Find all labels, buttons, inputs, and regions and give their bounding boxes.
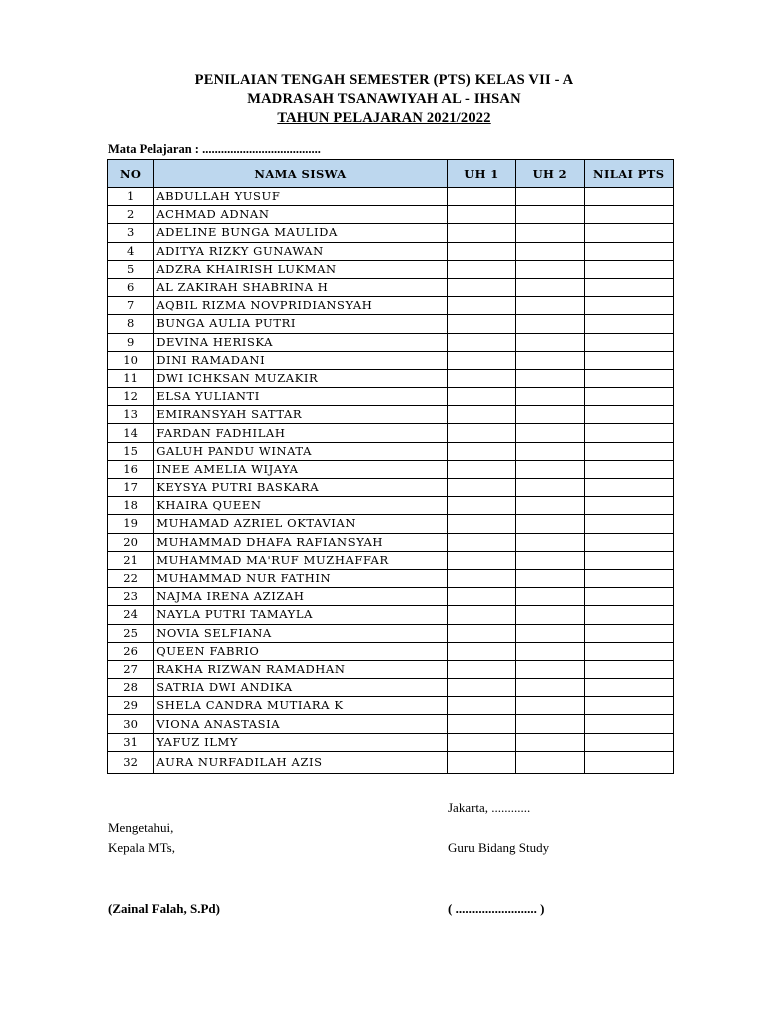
nilai-pts-cell (584, 333, 674, 351)
uh2-score-cell (516, 260, 584, 278)
nilai-pts-cell (584, 479, 674, 497)
uh1-score-cell (447, 624, 515, 642)
table-row (108, 424, 674, 442)
nilai-pts-cell (584, 751, 674, 773)
uh2-score-cell (516, 351, 584, 369)
table-row (108, 442, 674, 460)
subject-value: ...................................... (202, 142, 321, 156)
uh2-score-cell (516, 388, 584, 406)
nilai-pts-cell (584, 297, 674, 315)
uh1-score-cell (447, 715, 515, 733)
student-number-cell: 18 (108, 497, 154, 515)
uh1-score-cell (447, 315, 515, 333)
student-number-cell: 31 (108, 733, 154, 751)
student-name-cell: MUHAMAD AZRIEL OKTAVIAN (154, 515, 448, 533)
student-name-cell: EMIRANSYAH SATTAR (154, 406, 448, 424)
document-title: PENILAIAN TENGAH SEMESTER (PTS) KELAS VII - A (194, 72, 574, 88)
student-name-cell: QUEEN FABRIO (154, 642, 448, 660)
table-row (108, 188, 674, 206)
table-row (108, 588, 674, 606)
student-name-cell: AURA NURFADILAH AZIS (154, 751, 448, 773)
uh2-score-cell (516, 224, 584, 242)
column-header-uh1: UH 1 (447, 160, 515, 188)
student-number-cell: 3 (108, 224, 154, 242)
table-row (108, 679, 674, 697)
student-name-cell: GALUH PANDU WINATA (154, 442, 448, 460)
student-number-cell: 15 (108, 442, 154, 460)
nilai-pts-cell (584, 188, 674, 206)
student-name-cell: BUNGA AULIA PUTRI (154, 315, 448, 333)
uh2-score-cell (516, 606, 584, 624)
student-number-cell: 8 (108, 315, 154, 333)
student-name-cell: ABDULLAH YUSUF (154, 188, 448, 206)
nilai-pts-cell (584, 660, 674, 678)
uh2-score-cell (516, 333, 584, 351)
table-row (108, 715, 674, 733)
uh1-score-cell (447, 697, 515, 715)
school-name: MADRASAH TSANAWIYAH AL - IHSAN (247, 91, 521, 107)
uh2-score-cell (516, 479, 584, 497)
table-row (108, 497, 674, 515)
student-name-cell: ACHMAD ADNAN (154, 206, 448, 224)
uh1-score-cell (447, 533, 515, 551)
uh1-score-cell (447, 388, 515, 406)
uh2-score-cell (516, 551, 584, 569)
uh2-score-cell (516, 297, 584, 315)
student-name-cell: MUHAMMAD DHAFA RAFIANSYAH (154, 533, 448, 551)
table-row (108, 479, 674, 497)
table-row (108, 224, 674, 242)
uh2-score-cell (516, 424, 584, 442)
nilai-pts-cell (584, 278, 674, 296)
nilai-pts-cell (584, 551, 674, 569)
student-name-cell: MUHAMMAD NUR FATHIN (154, 569, 448, 587)
table-row (108, 697, 674, 715)
acknowledged-label: Mengetahui, (108, 820, 174, 835)
student-name-cell: RAKHA RIZWAN RAMADHAN (154, 660, 448, 678)
table-row (108, 206, 674, 224)
uh2-score-cell (516, 406, 584, 424)
student-number-cell: 28 (108, 679, 154, 697)
nilai-pts-cell (584, 624, 674, 642)
uh2-score-cell (516, 642, 584, 660)
student-number-cell: 12 (108, 388, 154, 406)
table-row (108, 260, 674, 278)
teacher-name: ( ......................... ) (448, 901, 545, 916)
uh2-score-cell (516, 733, 584, 751)
student-number-cell: 4 (108, 242, 154, 260)
student-number-cell: 6 (108, 278, 154, 296)
student-number-cell: 27 (108, 660, 154, 678)
nilai-pts-cell (584, 533, 674, 551)
student-number-cell: 9 (108, 333, 154, 351)
uh1-score-cell (447, 424, 515, 442)
table-row (108, 297, 674, 315)
uh1-score-cell (447, 588, 515, 606)
student-name-cell: KHAIRA QUEEN (154, 497, 448, 515)
student-name-cell: DWI ICHKSAN MUZAKIR (154, 369, 448, 387)
student-name-cell: YAFUZ ILMY (154, 733, 448, 751)
nilai-pts-cell (584, 606, 674, 624)
uh1-score-cell (447, 260, 515, 278)
uh1-score-cell (447, 333, 515, 351)
table-header-row (108, 160, 674, 188)
nilai-pts-cell (584, 515, 674, 533)
table-row (108, 351, 674, 369)
uh2-score-cell (516, 751, 584, 773)
uh1-score-cell (447, 206, 515, 224)
uh1-score-cell (447, 369, 515, 387)
table-row (108, 242, 674, 260)
nilai-pts-cell (584, 642, 674, 660)
uh2-score-cell (516, 679, 584, 697)
student-name-cell: SHELA CANDRA MUTIARA K (154, 697, 448, 715)
nilai-pts-cell (584, 224, 674, 242)
student-number-cell: 20 (108, 533, 154, 551)
table-row (108, 333, 674, 351)
uh1-score-cell (447, 479, 515, 497)
uh2-score-cell (516, 442, 584, 460)
uh2-score-cell (516, 569, 584, 587)
student-name-cell: DEVINA HERISKA (154, 333, 448, 351)
student-name-cell: VIONA ANASTASIA (154, 715, 448, 733)
student-name-cell: ADITYA RIZKY GUNAWAN (154, 242, 448, 260)
nilai-pts-cell (584, 697, 674, 715)
student-name-cell: FARDAN FADHILAH (154, 424, 448, 442)
table-row (108, 278, 674, 296)
nilai-pts-cell (584, 388, 674, 406)
student-name-cell: DINI RAMADANI (154, 351, 448, 369)
student-number-cell: 26 (108, 642, 154, 660)
student-name-cell: ADZRA KHAIRISH LUKMAN (154, 260, 448, 278)
nilai-pts-cell (584, 260, 674, 278)
student-name-cell: NOVIA SELFIANA (154, 624, 448, 642)
uh1-score-cell (447, 642, 515, 660)
uh1-score-cell (447, 351, 515, 369)
table-row (108, 315, 674, 333)
column-header-name: NAMA SISWA (154, 160, 448, 188)
teacher-title: Guru Bidang Study (448, 840, 550, 855)
uh2-score-cell (516, 188, 584, 206)
uh1-score-cell (447, 497, 515, 515)
student-number-cell: 25 (108, 624, 154, 642)
principal-name: (Zainal Falah, S.Pd) (108, 901, 220, 916)
student-number-cell: 22 (108, 569, 154, 587)
table-row (108, 533, 674, 551)
table-row (108, 569, 674, 587)
uh1-score-cell (447, 679, 515, 697)
uh2-score-cell (516, 697, 584, 715)
uh2-score-cell (516, 515, 584, 533)
uh2-score-cell (516, 278, 584, 296)
student-number-cell: 17 (108, 479, 154, 497)
uh1-score-cell (447, 278, 515, 296)
student-number-cell: 30 (108, 715, 154, 733)
student-number-cell: 16 (108, 460, 154, 478)
table-row (108, 515, 674, 533)
uh2-score-cell (516, 369, 584, 387)
student-number-cell: 7 (108, 297, 154, 315)
student-number-cell: 14 (108, 424, 154, 442)
student-number-cell: 11 (108, 369, 154, 387)
student-name-cell: MUHAMMAD MA'RUF MUZHAFFAR (154, 551, 448, 569)
nilai-pts-cell (584, 733, 674, 751)
uh1-score-cell (447, 188, 515, 206)
uh1-score-cell (447, 224, 515, 242)
nilai-pts-cell (584, 569, 674, 587)
place-date: Jakarta, ............ (448, 800, 531, 815)
nilai-pts-cell (584, 424, 674, 442)
subject-line (108, 142, 321, 157)
uh2-score-cell (516, 242, 584, 260)
table-row (108, 624, 674, 642)
column-header-nilai-pts: NILAI PTS (584, 160, 674, 188)
student-number-cell: 2 (108, 206, 154, 224)
table-row (108, 406, 674, 424)
table-row (108, 660, 674, 678)
principal-title: Kepala MTs, (108, 840, 175, 855)
student-number-cell: 1 (108, 188, 154, 206)
uh1-score-cell (447, 242, 515, 260)
academic-year: TAHUN PELAJARAN 2021/2022 (277, 110, 491, 126)
uh1-score-cell (447, 460, 515, 478)
student-number-cell: 23 (108, 588, 154, 606)
nilai-pts-cell (584, 206, 674, 224)
nilai-pts-cell (584, 679, 674, 697)
table-row (108, 460, 674, 478)
column-header-no: NO (108, 160, 154, 188)
uh2-score-cell (516, 588, 584, 606)
nilai-pts-cell (584, 369, 674, 387)
nilai-pts-cell (584, 315, 674, 333)
grades-table (107, 159, 674, 774)
uh1-score-cell (447, 569, 515, 587)
uh2-score-cell (516, 315, 584, 333)
uh1-score-cell (447, 297, 515, 315)
uh2-score-cell (516, 460, 584, 478)
table-row (108, 642, 674, 660)
student-name-cell: ADELINE BUNGA MAULIDA (154, 224, 448, 242)
student-name-cell: KEYSYA PUTRI BASKARA (154, 479, 448, 497)
uh1-score-cell (447, 733, 515, 751)
nilai-pts-cell (584, 406, 674, 424)
uh1-score-cell (447, 660, 515, 678)
student-name-cell: AL ZAKIRAH SHABRINA H (154, 278, 448, 296)
uh1-score-cell (447, 406, 515, 424)
table-body (108, 188, 674, 774)
student-number-cell: 29 (108, 697, 154, 715)
student-number-cell: 21 (108, 551, 154, 569)
uh1-score-cell (447, 515, 515, 533)
uh2-score-cell (516, 533, 584, 551)
student-name-cell: NAJMA IRENA AZIZAH (154, 588, 448, 606)
table-row (108, 551, 674, 569)
student-number-cell: 24 (108, 606, 154, 624)
table-row (108, 751, 674, 773)
student-name-cell: INEE AMELIA WIJAYA (154, 460, 448, 478)
nilai-pts-cell (584, 351, 674, 369)
uh1-score-cell (447, 442, 515, 460)
table-row (108, 606, 674, 624)
nilai-pts-cell (584, 460, 674, 478)
uh1-score-cell (447, 551, 515, 569)
student-name-cell: NAYLA PUTRI TAMAYLA (154, 606, 448, 624)
student-number-cell: 32 (108, 751, 154, 773)
student-number-cell: 5 (108, 260, 154, 278)
student-name-cell: AQBIL RIZMA NOVPRIDIANSYAH (154, 297, 448, 315)
nilai-pts-cell (584, 442, 674, 460)
nilai-pts-cell (584, 715, 674, 733)
uh2-score-cell (516, 660, 584, 678)
student-number-cell: 13 (108, 406, 154, 424)
uh2-score-cell (516, 715, 584, 733)
uh2-score-cell (516, 497, 584, 515)
student-name-cell: ELSA YULIANTI (154, 388, 448, 406)
nilai-pts-cell (584, 242, 674, 260)
table-row (108, 388, 674, 406)
column-header-uh2: UH 2 (516, 160, 584, 188)
uh2-score-cell (516, 624, 584, 642)
student-name-cell: SATRIA DWI ANDIKA (154, 679, 448, 697)
uh1-score-cell (447, 606, 515, 624)
student-number-cell: 19 (108, 515, 154, 533)
nilai-pts-cell (584, 497, 674, 515)
nilai-pts-cell (584, 588, 674, 606)
student-number-cell: 10 (108, 351, 154, 369)
table-row (108, 369, 674, 387)
uh1-score-cell (447, 751, 515, 773)
uh2-score-cell (516, 206, 584, 224)
subject-label: Mata Pelajaran : (108, 142, 199, 156)
table-row (108, 733, 674, 751)
